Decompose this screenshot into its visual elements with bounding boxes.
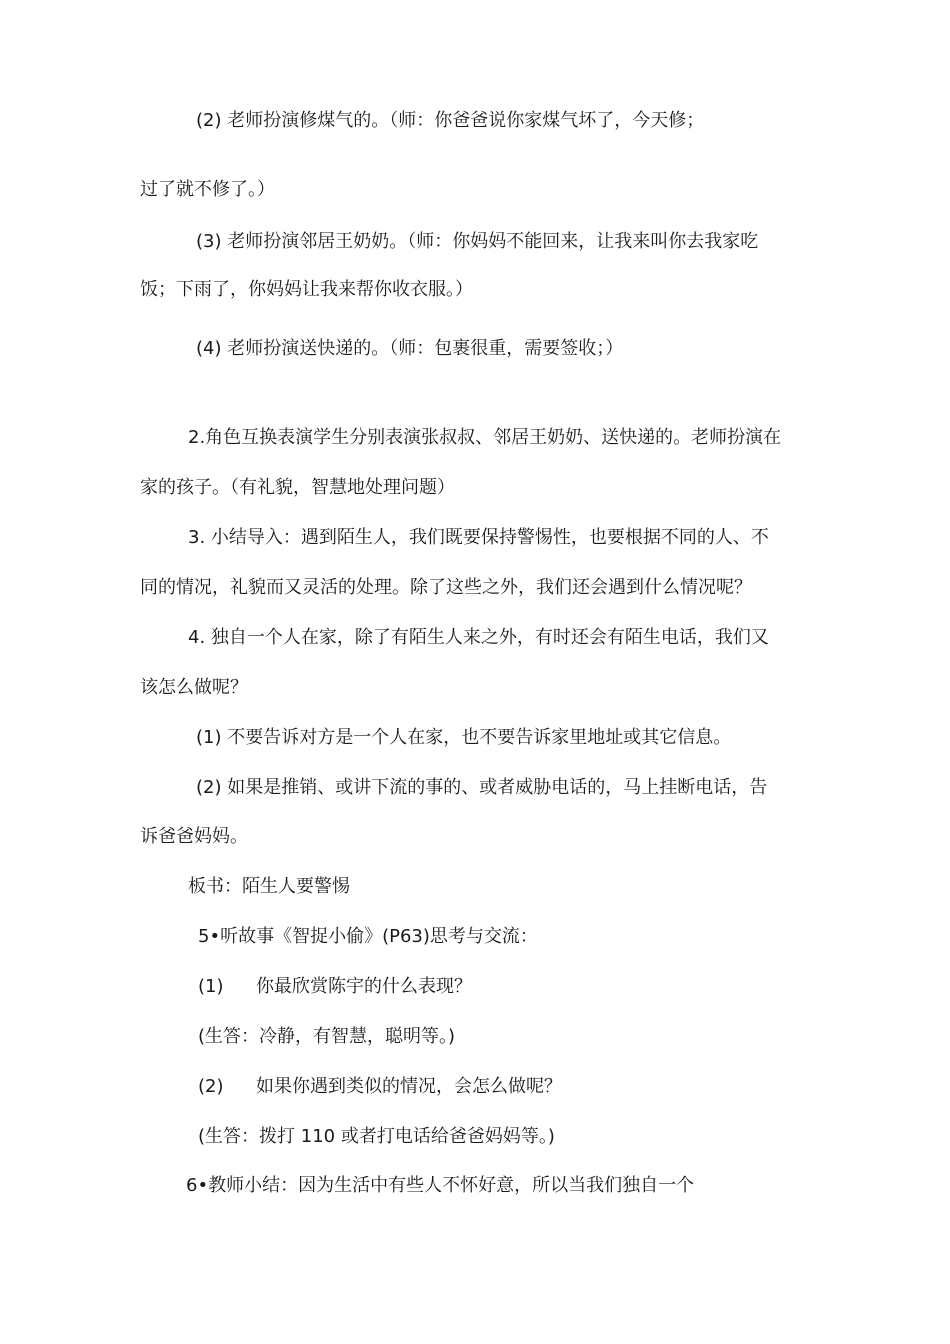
paragraph-phone-calls-line-1: 4. 独自一个人在家，除了有陌生人来之外，有时还会有陌生电话，我们又 (188, 627, 769, 648)
paragraph-role-gas-repair-line-2: 过了就不修了。） (140, 179, 275, 200)
paragraph-role-courier: (4) 老师扮演送快递的。（师：包裹很重，需要签收；） (196, 338, 624, 359)
paragraph-story: 5•听故事《智捉小偷》(P63)思考与交流： (198, 926, 538, 947)
answer-2: (生答：拨打 110 或者打电话给爸爸妈妈等。) (198, 1126, 555, 1147)
question-2-label: (2) (198, 1076, 224, 1097)
question-1-label: (1) (198, 976, 224, 997)
paragraph-role-neighbor-line-2: 饭；下雨了，你妈妈让我来帮你收衣服。） (140, 279, 473, 300)
paragraph-role-neighbor-line-1: (3) 老师扮演邻居王奶奶。（师：你妈妈不能回来，让我来叫你去我家吃 (196, 231, 759, 252)
paragraph-role-swap-line-1: 2.角色互换表演学生分别表演张叔叔、邻居王奶奶、送快递的。老师扮演在 (188, 427, 782, 448)
paragraph-summary-intro-line-1: 3. 小结导入：遇到陌生人，我们既要保持警惕性，也要根据不同的人、不 (188, 527, 769, 548)
question-2 (0, 1074, 950, 1100)
paragraph-phone-tip-1: (1) 不要告诉对方是一个人在家，也不要告诉家里地址或其它信息。 (196, 727, 732, 748)
paragraph-role-gas-repair-line-1: (2) 老师扮演修煤气的。（师：你爸爸说你家煤气坏了，今天修； (196, 110, 705, 131)
question-2-text: 如果你遇到类似的情况，会怎么做呢？ (256, 1076, 562, 1097)
question-1-text: 你最欣赏陈宇的什么表现？ (256, 976, 472, 997)
paragraph-phone-calls-line-2: 该怎么做呢？ (140, 677, 248, 698)
paragraph-role-swap-line-2: 家的孩子。（有礼貌，智慧地处理问题） (140, 477, 455, 498)
paragraph-phone-tip-2-line-1: (2) 如果是推销、或讲下流的事的、或者威胁电话的，马上挂断电话，告 (196, 777, 768, 798)
answer-1: (生答：冷静，有智慧，聪明等。) (198, 1026, 456, 1047)
paragraph-teacher-summary: 6•教师小结：因为生活中有些人不怀好意，所以当我们独自一个 (186, 1175, 695, 1196)
question-1 (0, 974, 950, 1000)
blackboard-note: 板书：陌生人要警惕 (188, 876, 350, 897)
paragraph-phone-tip-2-line-2: 诉爸爸妈妈。 (140, 826, 248, 847)
paragraph-summary-intro-line-2: 同的情况，礼貌而又灵活的处理。除了这些之外，我们还会遇到什么情况呢？ (140, 577, 752, 598)
